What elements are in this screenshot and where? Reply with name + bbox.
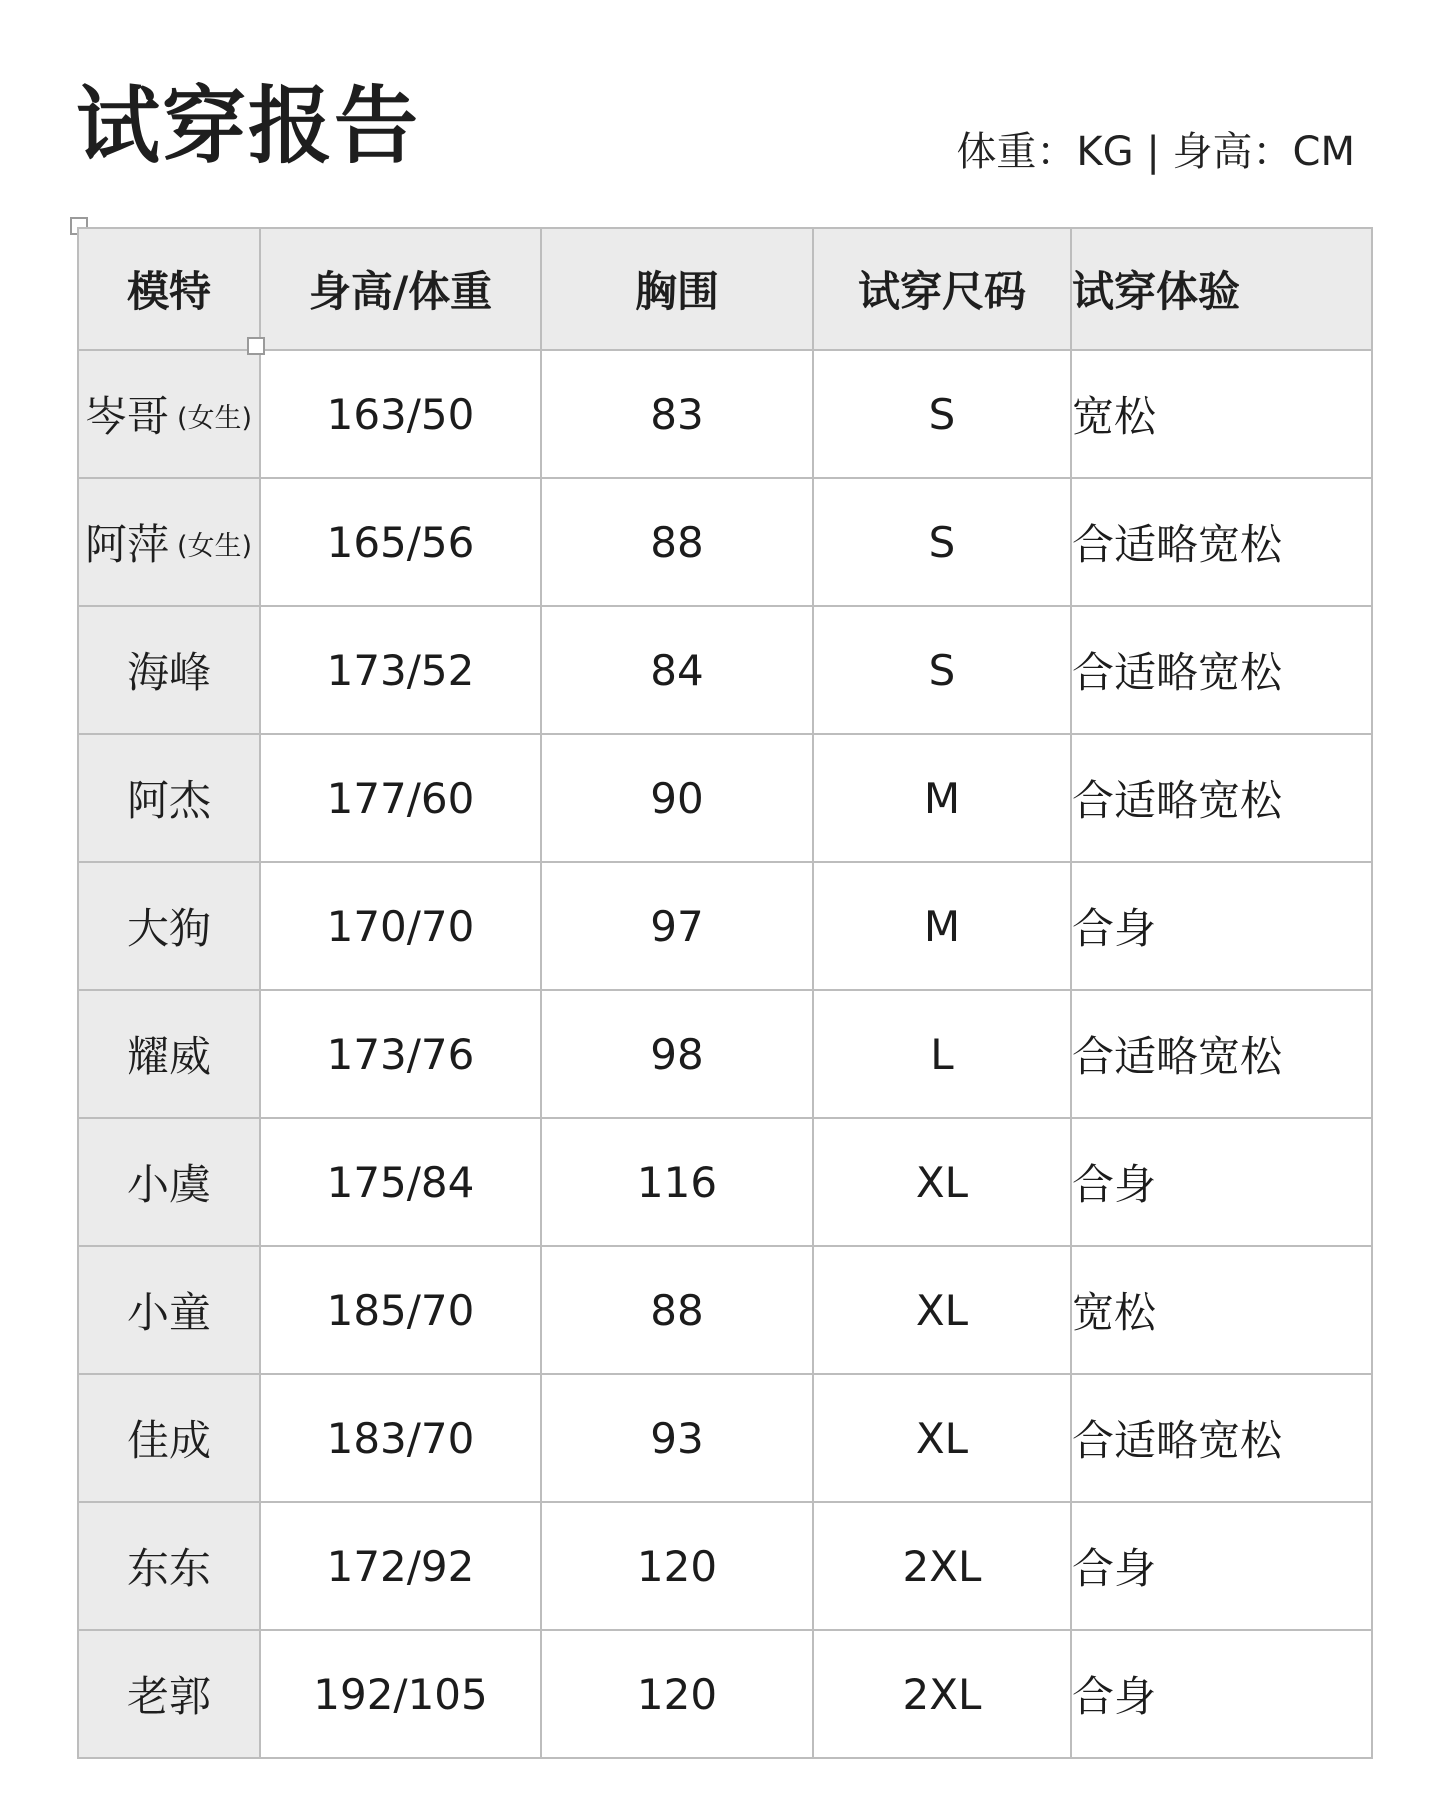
cell-model: 小童: [78, 1246, 260, 1374]
cell-experience: 合身: [1071, 1118, 1372, 1246]
cell-chest: 98: [541, 990, 813, 1118]
cell-chest: 88: [541, 478, 813, 606]
table-row: [78, 734, 1372, 862]
cell-height-weight: 172/92: [260, 1502, 541, 1630]
table-row: [78, 1246, 1372, 1374]
cell-model: 佳成: [78, 1374, 260, 1502]
cell-chest: 120: [541, 1502, 813, 1630]
header-size: 试穿尺码: [813, 228, 1071, 350]
table-row: [78, 606, 1372, 734]
cell-size: XL: [813, 1374, 1071, 1502]
table-row: [78, 1630, 1372, 1758]
cell-size: M: [813, 734, 1071, 862]
model-name: 岑哥: [85, 392, 170, 441]
fitting-report-table: [77, 227, 1373, 1759]
cell-height-weight: 165/56: [260, 478, 541, 606]
cell-height-weight: 183/70: [260, 1374, 541, 1502]
cell-size: XL: [813, 1246, 1071, 1374]
cell-size: 2XL: [813, 1630, 1071, 1758]
table-row: [78, 350, 1372, 478]
cell-chest: 90: [541, 734, 813, 862]
header-model: 模特: [78, 228, 260, 350]
header-height-weight: 身高/体重: [260, 228, 541, 350]
cell-model: 海峰: [78, 606, 260, 734]
table-row: [78, 990, 1372, 1118]
cell-height-weight: 173/76: [260, 990, 541, 1118]
table-header-row: [78, 228, 1372, 350]
cell-size: 2XL: [813, 1502, 1071, 1630]
cell-model: 小虞: [78, 1118, 260, 1246]
model-name: 阿萍: [85, 520, 170, 569]
cell-height-weight: 177/60: [260, 734, 541, 862]
cell-size: S: [813, 350, 1071, 478]
cell-chest: 83: [541, 350, 813, 478]
cell-chest: 97: [541, 862, 813, 990]
table-row: [78, 1502, 1372, 1630]
cell-experience: 合适略宽松: [1071, 990, 1372, 1118]
cell-experience: 宽松: [1071, 350, 1372, 478]
cell-experience: 合适略宽松: [1071, 1374, 1372, 1502]
cell-experience: 合适略宽松: [1071, 478, 1372, 606]
cell-height-weight: 173/52: [260, 606, 541, 734]
table-row: [78, 1118, 1372, 1246]
cell-size: M: [813, 862, 1071, 990]
cell-height-weight: 163/50: [260, 350, 541, 478]
units-label: 体重：KG | 身高：CM: [956, 129, 1355, 175]
cell-model: 耀威: [78, 990, 260, 1118]
cell-size: XL: [813, 1118, 1071, 1246]
table-row: [78, 1374, 1372, 1502]
cell-size: S: [813, 478, 1071, 606]
model-note: (女生): [177, 403, 253, 434]
table-row: [78, 478, 1372, 606]
cell-chest: 116: [541, 1118, 813, 1246]
cell-chest: 84: [541, 606, 813, 734]
cell-experience: 合适略宽松: [1071, 734, 1372, 862]
cell-chest: 88: [541, 1246, 813, 1374]
cell-experience: 宽松: [1071, 1246, 1372, 1374]
cell-experience: 合身: [1071, 1502, 1372, 1630]
cell-experience: 合身: [1071, 1630, 1372, 1758]
table-row: [78, 862, 1372, 990]
model-note: (女生): [177, 531, 253, 562]
cell-size: L: [813, 990, 1071, 1118]
cell-size: S: [813, 606, 1071, 734]
cell-height-weight: 175/84: [260, 1118, 541, 1246]
cell-resize-handle[interactable]: [247, 337, 265, 355]
cell-chest: 120: [541, 1630, 813, 1758]
cell-model: [78, 350, 260, 478]
cell-model: 老郭: [78, 1630, 260, 1758]
header-experience: 试穿体验: [1071, 228, 1372, 350]
cell-model: 阿杰: [78, 734, 260, 862]
cell-height-weight: 170/70: [260, 862, 541, 990]
cell-height-weight: 185/70: [260, 1246, 541, 1374]
cell-chest: 93: [541, 1374, 813, 1502]
cell-model: 东东: [78, 1502, 260, 1630]
cell-experience: 合适略宽松: [1071, 606, 1372, 734]
cell-experience: 合身: [1071, 862, 1372, 990]
page-title: 试穿报告: [76, 77, 421, 175]
cell-height-weight: 192/105: [260, 1630, 541, 1758]
header-chest: 胸围: [541, 228, 813, 350]
cell-model: [78, 478, 260, 606]
cell-model: 大狗: [78, 862, 260, 990]
